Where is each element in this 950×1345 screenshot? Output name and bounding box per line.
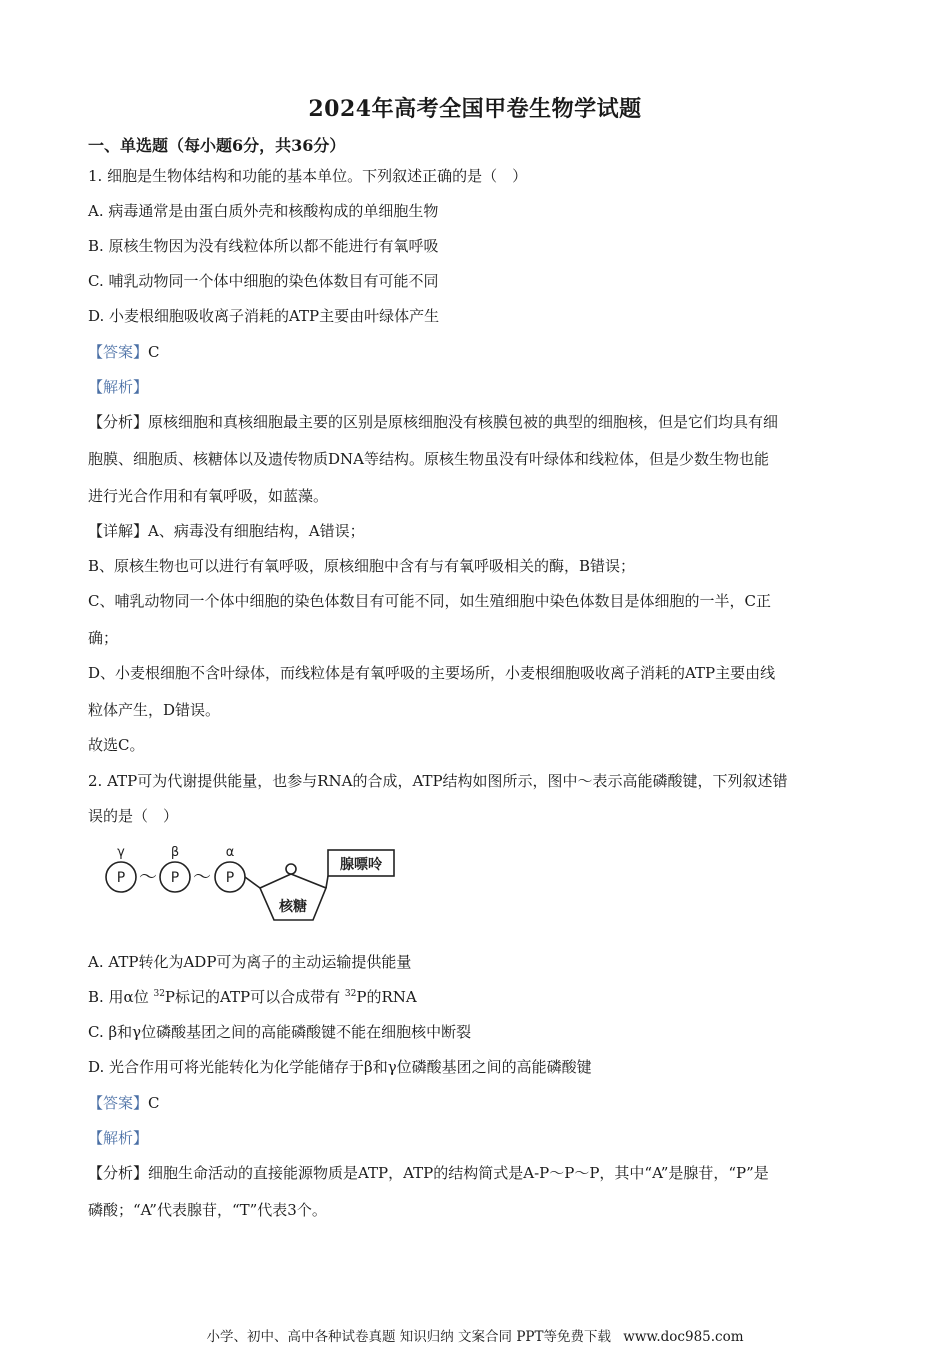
q2-option-b-post: P的RNA (356, 988, 417, 1006)
q2-option-a: A. ATP转化为ADP可为离子的主动运输提供能量 (88, 953, 412, 971)
section-heading: 一、单选题（每小题6分，共36分） (88, 136, 346, 155)
q2-fenxi-line-2: 磷酸；“A”代表腺苷，“T”代表3个。 (88, 1201, 327, 1219)
q2-option-b-pre: B. 用α位 (88, 988, 154, 1006)
q1-fenxi-line-1 (88, 412, 778, 432)
q1-answer-tag: 【答案】 (88, 343, 149, 361)
q2-fenxi-tag: 【分析】 (88, 1164, 149, 1182)
atp-structure-diagram (98, 838, 408, 928)
q1-fenxi-line-3: 进行光合作用和有氧呼吸，如蓝藻。 (88, 487, 329, 505)
q1-fenxi-tag: 【分析】 (88, 413, 149, 431)
page-footer (0, 1325, 950, 1345)
q2-option-b-mid: P标记的ATP可以合成带有 (164, 988, 345, 1006)
gamma-label: γ (117, 845, 125, 860)
q1-xiangjie-c-1: C、哺乳动物同一个体中细胞的染色体数目有可能不同，如生殖细胞中染色体数目是体细胞的一半，C正 (88, 592, 771, 610)
q2-answer-tag: 【答案】 (88, 1094, 149, 1112)
q1-xiangjie-a: A、病毒没有细胞结构，A错误； (148, 522, 365, 540)
q2-stem-1: 2. ATP可为代谢提供能量，也参与RNA的合成，ATP结构如图所示，图中～表示高能磷酸键，下列叙述错 (88, 772, 788, 790)
high-energy-bond-2: ～ (193, 867, 211, 888)
q1-option-d: D. 小麦根细胞吸收离子消耗的ATP主要由叶绿体产生 (88, 307, 440, 325)
beta-label: β (170, 845, 180, 860)
q2-option-b (88, 987, 417, 1007)
q2-analysis-tag: 【解析】 (88, 1129, 149, 1147)
q1-xiangjie-b: B、原核生物也可以进行有氧呼吸，原核细胞中含有与有氧呼吸相关的酶，B错误； (88, 557, 636, 575)
alpha-sugar-bond (245, 877, 260, 888)
q2-fenxi-line-1 (88, 1163, 769, 1183)
ring-oxygen-marker (286, 864, 296, 874)
high-energy-bond-1: ～ (139, 867, 157, 888)
q1-xiangjie-line-a (88, 521, 365, 541)
q2-fenxi-text-1: 细胞生命活动的直接能源物质是ATP，ATP的结构简式是A-P～P～P，其中“A”是腺苷，“P”是 (148, 1164, 769, 1182)
q1-answer-value: C (148, 343, 160, 361)
q1-stem: 1. 细胞是生物体结构和功能的基本单位。下列叙述正确的是（ ） (88, 167, 528, 185)
ribose-label: 核糖 (279, 899, 307, 915)
page-title: 2024年高考全国甲卷生物学试题 (308, 96, 642, 122)
q1-option-c: C. 哺乳动物同一个体中细胞的染色体数目有可能不同 (88, 272, 439, 290)
phosphate-alpha-label: P (225, 870, 235, 886)
q1-conclusion: 故选C。 (88, 736, 145, 754)
footer-text: 小学、初中、高中各种试卷真题 知识归纳 文案合同 PPT等免费下载 (206, 1329, 611, 1345)
alpha-label: α (225, 845, 235, 860)
adenine-label: 腺嘌呤 (340, 857, 382, 873)
q1-analysis-tag: 【解析】 (88, 378, 149, 396)
q2-option-d: D. 光合作用可将光能转化为化学能储存于β和γ位磷酸基团之间的高能磷酸键 (88, 1058, 592, 1076)
q2-stem-2: 误的是（ ） (88, 807, 179, 825)
q1-fenxi-line-2: 胞膜、细胞质、核糖体以及遗传物质DNA等结构。原核生物虽没有叶绿体和线粒体，但是少数生物也能 (88, 450, 769, 468)
q1-xiangjie-tag: 【详解】 (88, 522, 149, 540)
q2-answer-value: C (148, 1094, 160, 1112)
q1-option-b: B. 原核生物因为没有线粒体所以都不能进行有氧呼吸 (88, 237, 439, 255)
phosphate-gamma-label: P (116, 870, 126, 886)
q1-xiangjie-d-1: D、小麦根细胞不含叶绿体，而线粒体是有氧呼吸的主要场所，小麦根细胞吸收离子消耗的ATP主要由线 (88, 664, 776, 682)
footer-url[interactable]: www.doc985.com (623, 1329, 744, 1345)
q1-option-a: A. 病毒通常是由蛋白质外壳和核酸构成的单细胞生物 (88, 202, 439, 220)
phosphate-beta-label: P (170, 870, 180, 886)
q1-fenxi-text-1: 原核细胞和真核细胞最主要的区别是原核细胞没有核膜包被的典型的细胞核，但是它们均具有细 (148, 413, 779, 431)
q2-answer (88, 1093, 160, 1113)
q2-option-c: C. β和γ位磷酸基团之间的高能磷酸键不能在细胞核中断裂 (88, 1023, 472, 1041)
sugar-base-bond (326, 876, 328, 888)
q2-option-b-sup-2: 32 (344, 989, 357, 999)
q1-answer (88, 342, 160, 362)
q1-xiangjie-c-2: 确； (88, 629, 119, 647)
q2-option-b-sup-1: 32 (153, 989, 165, 999)
q1-xiangjie-d-2: 粒体产生，D错误。 (88, 701, 221, 719)
